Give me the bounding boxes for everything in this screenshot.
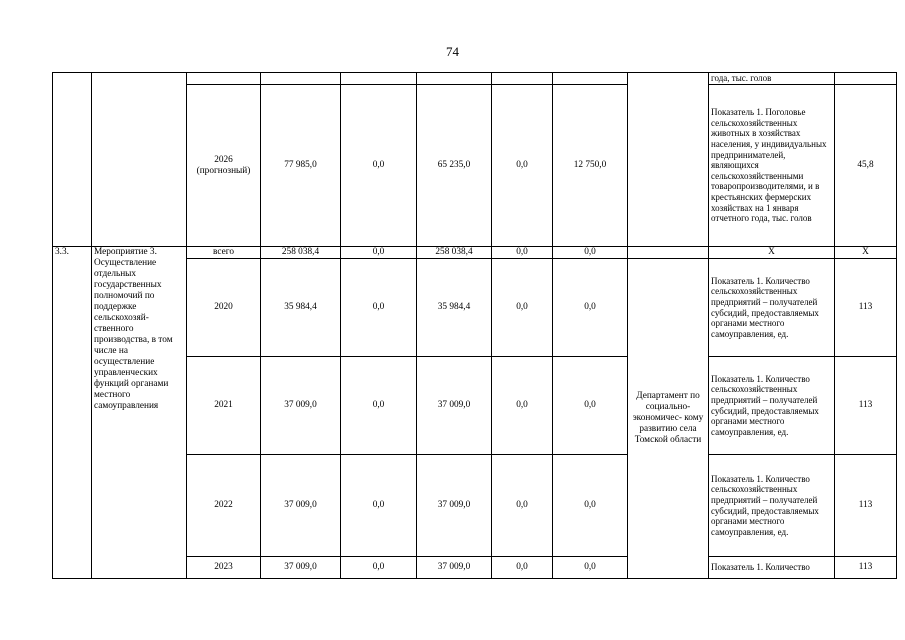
federal-cell: 0,0 — [341, 557, 417, 579]
indicator-value-cell: 113 — [835, 455, 897, 557]
federal-cell: 0,0 — [341, 357, 417, 455]
executor-cell — [628, 73, 709, 247]
indicator-cell: Показатель 1. Количество сельскохозяйственных предприятий – получателей субсидий, предоставляемых органами местного самоуправления, ед. — [709, 455, 835, 557]
total-cell: 77 985,0 — [261, 85, 341, 247]
regional-cell: 37 009,0 — [417, 455, 492, 557]
local-cell: 0,0 — [492, 557, 553, 579]
indicator-cell: Х — [709, 247, 835, 259]
local-cell: 0,0 — [492, 247, 553, 259]
indicator-cell: Показатель 1. Количество — [709, 557, 835, 579]
table-row — [53, 73, 897, 85]
total-cell: 35 984,4 — [261, 259, 341, 357]
indicator-cell: Показатель 1. Количество сельскохозяйственных предприятий – получателей субсидий, предоставляемых органами местного самоуправления, ед. — [709, 357, 835, 455]
local-cell: 0,0 — [492, 357, 553, 455]
indicator-cell: года, тыс. голов — [709, 73, 835, 85]
total-cell: 37 009,0 — [261, 557, 341, 579]
measure-number-cell: 3.3. — [53, 247, 92, 579]
regional-cell: 37 009,0 — [417, 557, 492, 579]
year-cell: 2020 — [187, 259, 261, 357]
indicator-value-cell: Х — [835, 247, 897, 259]
federal-cell: 0,0 — [341, 247, 417, 259]
regional-cell: 35 984,4 — [417, 259, 492, 357]
executor-cell: Департамент по социально- экономичес- кому развитию села Томской области — [628, 259, 709, 579]
name-cell — [92, 73, 187, 247]
other-cell: 12 750,0 — [553, 85, 628, 247]
number-cell — [53, 73, 92, 247]
federal-cell: 0,0 — [341, 85, 417, 247]
other-cell: 0,0 — [553, 357, 628, 455]
program-table — [52, 72, 897, 579]
table-row — [53, 247, 897, 259]
regional-cell: 65 235,0 — [417, 85, 492, 247]
other-cell: 0,0 — [553, 557, 628, 579]
year-cell: 2026 (прогнозный) — [187, 85, 261, 247]
year-cell: 2022 — [187, 455, 261, 557]
indicator-value-cell: 113 — [835, 557, 897, 579]
other-cell: 0,0 — [553, 247, 628, 259]
other-cell: 0,0 — [553, 455, 628, 557]
year-cell: всего — [187, 247, 261, 259]
other-cell: 0,0 — [553, 259, 628, 357]
year-cell: 2023 — [187, 557, 261, 579]
federal-cell: 0,0 — [341, 259, 417, 357]
indicator-cell: Показатель 1. Количество сельскохозяйственных предприятий – получателей субсидий, предоставляемых органами местного самоуправления, ед. — [709, 259, 835, 357]
federal-cell: 0,0 — [341, 455, 417, 557]
local-cell: 0,0 — [492, 455, 553, 557]
total-cell: 258 038,4 — [261, 247, 341, 259]
year-cell: 2021 — [187, 357, 261, 455]
indicator-value-cell: 113 — [835, 357, 897, 455]
total-cell: 37 009,0 — [261, 357, 341, 455]
local-cell: 0,0 — [492, 259, 553, 357]
regional-cell: 258 038,4 — [417, 247, 492, 259]
local-cell: 0,0 — [492, 85, 553, 247]
indicator-value-cell: 45,8 — [835, 85, 897, 247]
indicator-value-cell: 113 — [835, 259, 897, 357]
indicator-cell: Показатель 1. Поголовье сельскохозяйственных животных в хозяйствах населения, у индивидуальных предпринимателей, являющихся сельскохозяйственными товаропроизводителями, и в крестьянских фермерских хозяйствах на 1 января отчетного года, тыс. голов — [709, 85, 835, 247]
measure-title-cell: Мероприятие 3. Осуществление отдельных государственных полномочий по поддержке сельскохозяй- ственного производства, в том числе на осуществление управленческих функций органами местного самоуправления — [92, 247, 187, 579]
regional-cell: 37 009,0 — [417, 357, 492, 455]
total-cell: 37 009,0 — [261, 455, 341, 557]
page-number: 74 — [446, 44, 459, 59]
